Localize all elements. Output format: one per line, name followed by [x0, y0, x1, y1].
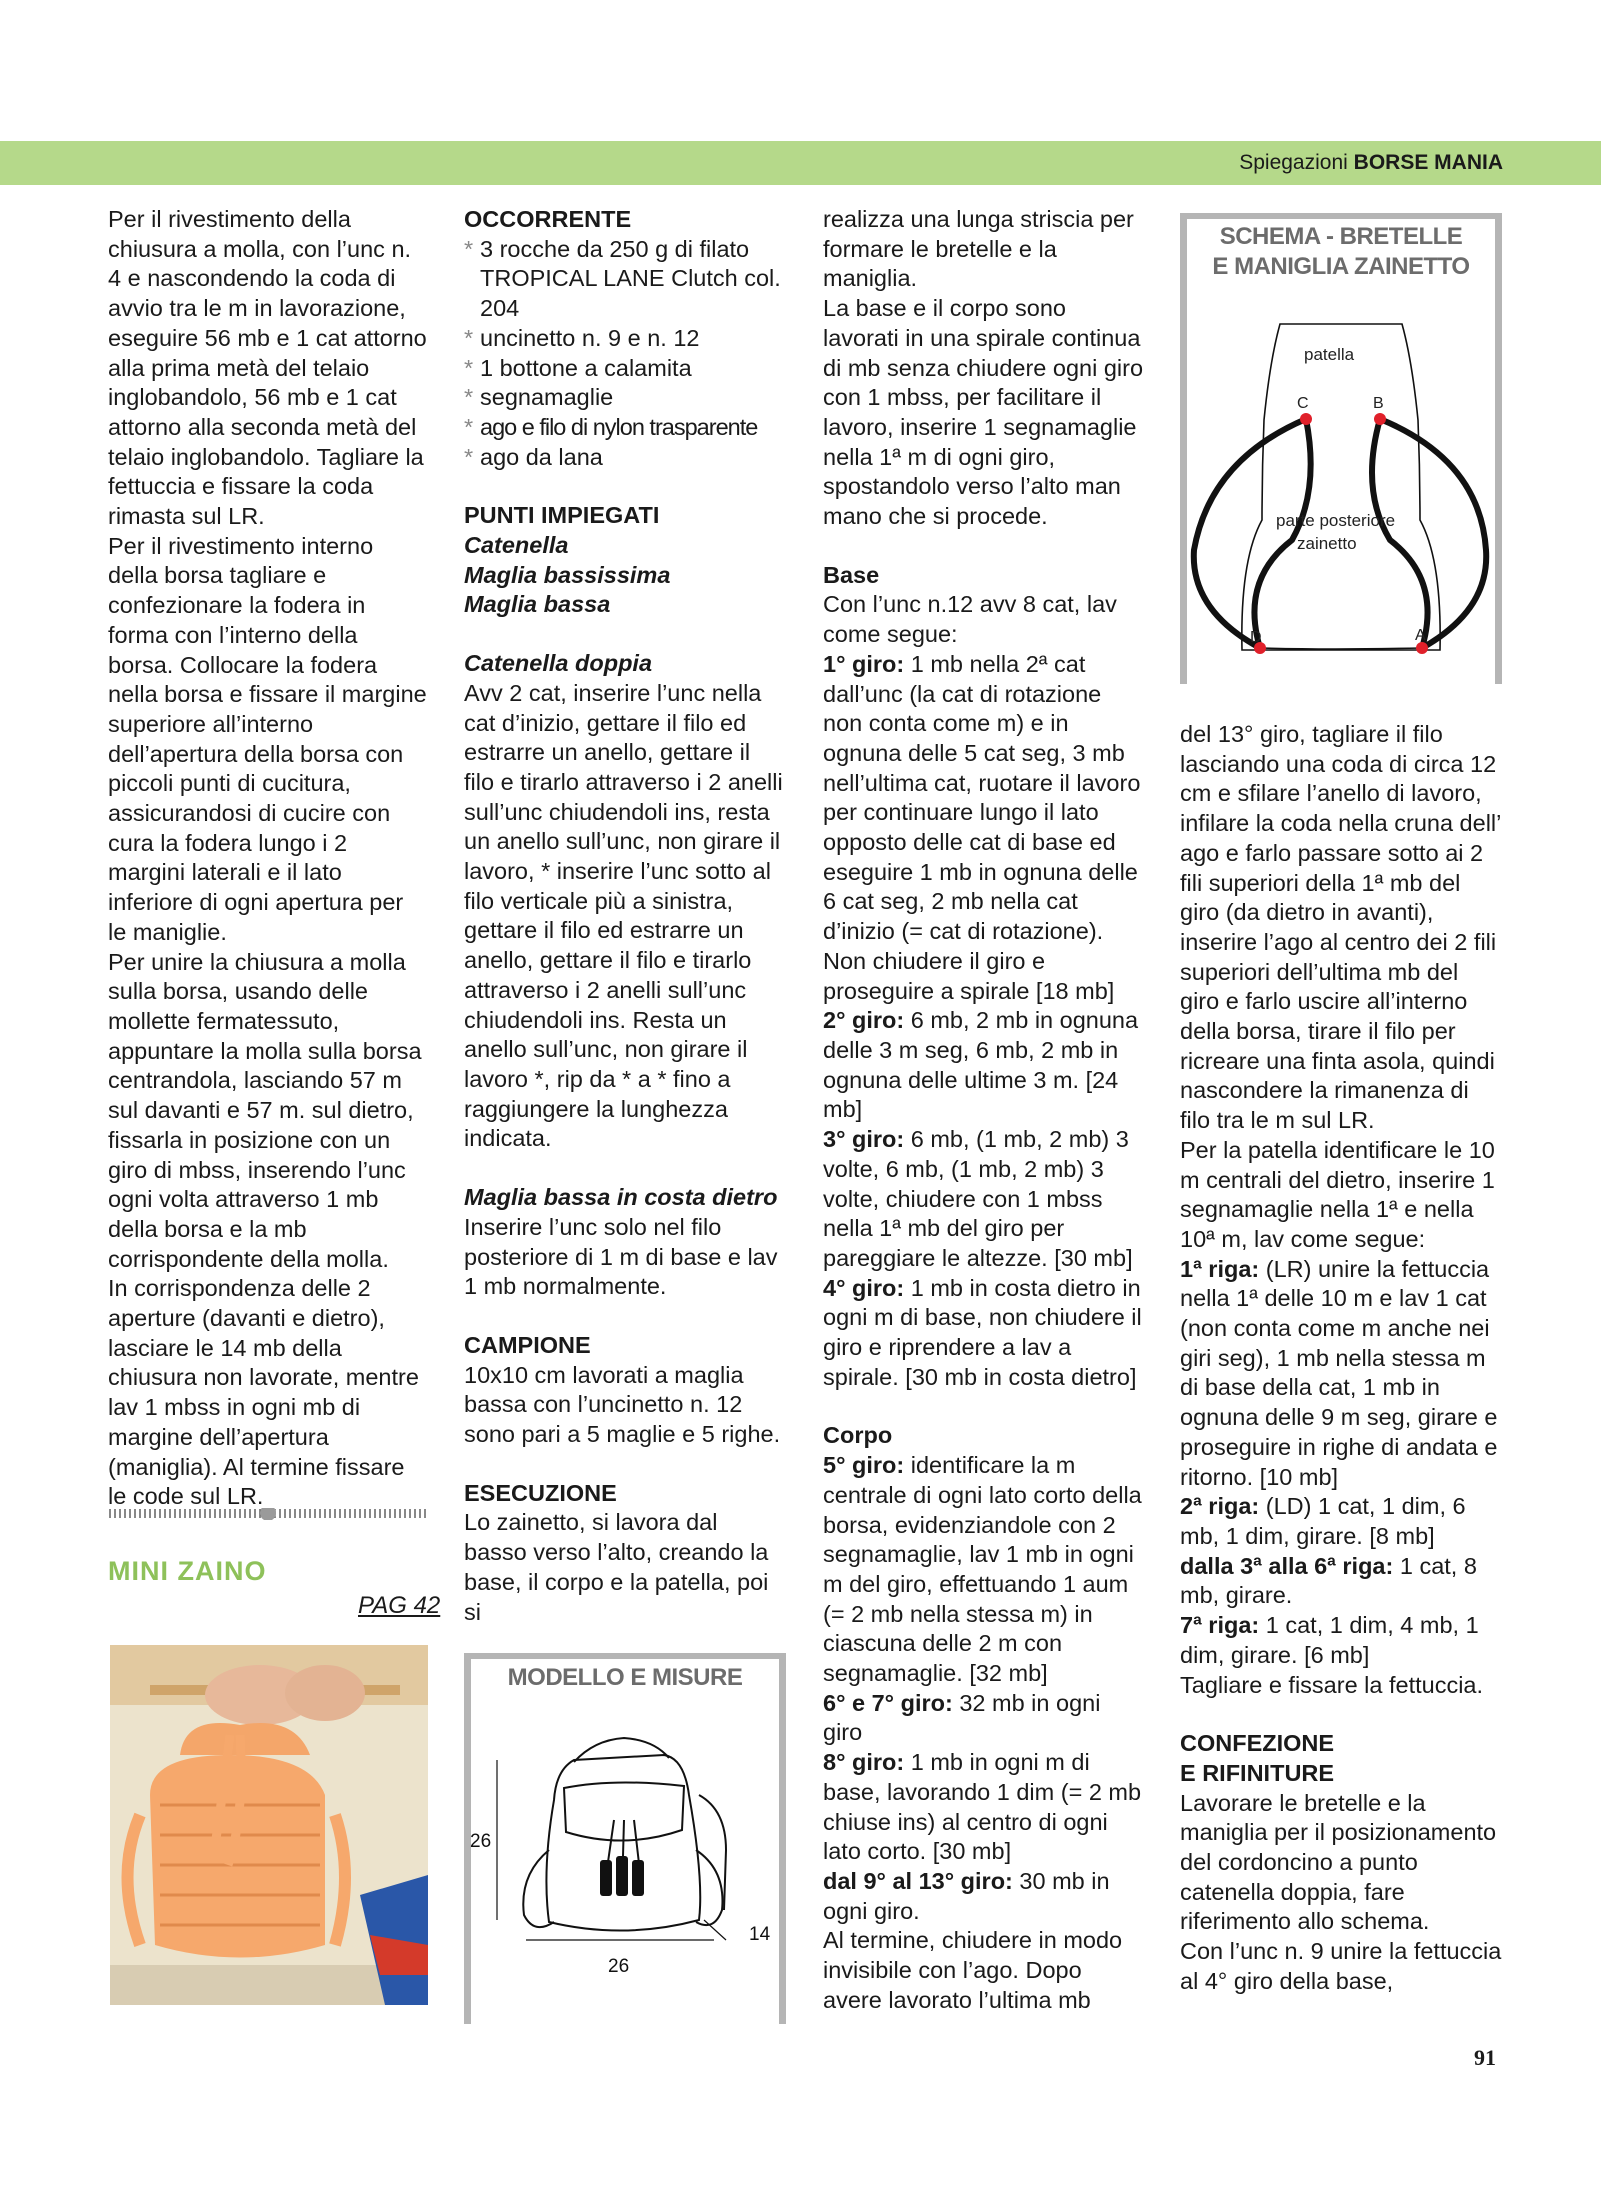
paragraph: del 13° giro, tagliare il filo lasciando una coda di circa 12 cm e sfilare l’anello di lavoro, infilare la coda nella cruna dell’ ago e farlo passare sotto ai 2 fili superiori della 1ª mb del giro (da dietro in avanti), inserire l’ago al centro dei 2 fili superiori dell’ultima mb del giro e farlo uscire all’interno della borsa, tirare il filo per ricreare una finta asola, quindi nascondere la rimanenza di filo tra le m sul LR.	[1180, 721, 1501, 1134]
round-5: 5° giro: identificare la m centrale di ogni lato corto della borsa, evidenziandole con 2 segnamaglie, lav 1 mb in ogni m del giro, effettuando 1 aum (= 2 mb nella stessa m) in ciascuna delle 2 m con segnamaglie. [32 mb]	[823, 1452, 1142, 1687]
header-band	[0, 141, 1601, 185]
label-b: B	[1373, 395, 1384, 412]
paragraph: Per il rivestimento interno della borsa tagliare e confezionare la fodera in forma con l’interno della borsa. Collocare la fodera nella borsa e fissare il margine superiore all’interno dell’apertura della borsa con piccoli punti di cucitura, assicurandosi di cucire con cura la fodera lungo i 2 margini laterali e il lato inferiore di ogni apertura per le maniglie.	[108, 532, 427, 945]
label-c: C	[1297, 395, 1309, 412]
round-1: 1° giro: 1 mb nella 2ª cat dall’unc (la cat di rotazione non conta come m) e in ognuna delle 5 cat seg, 3 mb nell’ultima cat, ruotare il lavoro per continuare lungo il lato opposto delle cat di base ed eseguire 1 mb in ognuna delle 6 cat seg, 2 mb nella cat d’inizio (= cat di rotazione).	[823, 650, 1141, 945]
paragraph: In corrispondenza delle 2 aperture (davanti e dietro), lasciare le 14 mb della chiusura non lavorate, mentre lav 1 mbss in ogni mb di margine dell’apertura (maniglia). Al termine fissare le code sul LR.	[108, 1275, 419, 1510]
paragraph: La base e il corpo sono lavorati in una spirale continua di mb senza chiudere ogni giro con 1 mbss, per facilitare il lavoro, inserire 1 segnamaglie nella 1ª m di ogni giro, spostandolo verso l’alto man mano che si procede.	[823, 295, 1144, 530]
corpo-heading: Corpo	[823, 1422, 893, 1449]
backpack-diagram	[464, 1700, 786, 2000]
paragraph: Per unire la chiusura a molla sulla borsa, usando delle mollette fermatessuto, appuntare la molla sulla borsa centrandola, lasciando 57 m sul davanti e 57 m. sul dietro, fissarla in posizione con un giro di mbss, inserendo l’unc ogni volta attraverso 1 mb della borsa e la mb corrispondente della molla.	[108, 948, 422, 1272]
running-header	[1239, 151, 1503, 175]
modello-title: MODELLO E MISURE	[507, 1664, 743, 1691]
column-4	[1180, 720, 1502, 1997]
paragraph: Avv 2 cat, inserire l’unc nella cat d’inizio, gettare il filo ed estrarre un anello, gettare il filo e tirarlo attraverso i 2 anelli sull’unc chiudendoli ins, resta un anello sull’unc, non girare il lavoro, * inserire l’unc sotto al filo verticale più a sinistra, gettare il filo ed estrarre un anello, gettare il filo e tirarlo attraverso i 2 anelli sull’unc chiudendoli ins. Resta un anello sull’unc, non girare il lavoro *, rip da * a * fino a raggiungere la lunghezza indicata.	[464, 679, 783, 1152]
stitch-name: Maglia bassa	[464, 591, 611, 618]
paragraph: Lavorare le bretelle e la maniglia per il posizionamento del cordoncino a punto catenella doppia, fare riferimento allo schema.	[1180, 1789, 1497, 1935]
label-patella: patella	[1304, 345, 1355, 364]
stitch-name: Catenella	[464, 532, 569, 559]
paragraph: Non chiudere il giro e proseguire a spirale [18 mb]	[823, 947, 1115, 1004]
list-item: * uncinetto n. 9 e n. 12	[464, 324, 786, 354]
paragraph: Per la patella identificare le 10 m centrali del dietro, inserire 1 segnamaglie nella 1ª e nella 10ª m, lav come segue:	[1180, 1136, 1495, 1252]
column-1	[108, 205, 428, 1512]
list-item: * segnamaglie	[464, 383, 786, 413]
costa-dietro-heading: Maglia bassa in costa dietro	[464, 1184, 778, 1211]
esecuzione-heading: ESECUZIONE	[464, 1479, 617, 1506]
round-8: 8° giro: 1 mb in ogni m di base, lavorando 1 dim (= 2 mb chiuse ins) al centro di ogni lato corto. [30 mb]	[823, 1749, 1142, 1865]
paragraph: Al termine, chiudere in modo invisibile con l’ago. Dopo avere lavorato l’ultima mb	[823, 1927, 1123, 2013]
header-magazine: BORSE MANIA	[1353, 151, 1503, 174]
round-6-7: 6° e 7° giro: 32 mb in ogni giro	[823, 1689, 1101, 1746]
point-b	[1374, 413, 1386, 425]
list-item: * 1 bottone a calamita	[464, 354, 786, 384]
point-c	[1300, 413, 1312, 425]
header-section: Spiegazioni	[1239, 151, 1348, 174]
column-3	[823, 205, 1145, 2015]
section-divider	[108, 1508, 428, 1520]
campione-heading: CAMPIONE	[464, 1331, 591, 1358]
punti-heading: PUNTI IMPIEGATI	[464, 502, 660, 529]
round-2: 2° giro: 6 mb, 2 mb in ognuna delle 3 m seg, 6 mb, 2 mb in ognuna delle ultime 3 m. [24 mb]	[823, 1007, 1139, 1123]
paragraph: Inserire l’unc solo nel filo posteriore di 1 m di base e lav 1 mb normalmente.	[464, 1213, 778, 1300]
dim-height: 26	[470, 1831, 492, 1852]
stitch-name: Maglia bassissima	[464, 561, 671, 588]
mini-zaino-title: MINI ZAINO	[108, 1556, 267, 1586]
paragraph: Tagliare e fissare la fettuccia.	[1180, 1671, 1484, 1698]
dim-width: 26	[608, 1956, 630, 1977]
page-reference: PAG 42	[358, 1592, 441, 1619]
materials-list	[464, 235, 786, 473]
list-item: * ago da lana	[464, 443, 786, 473]
backpack-photo	[110, 1645, 428, 2005]
row-7: 7ª riga: 1 cat, 1 dim, 4 mb, 1 dim, girare. [6 mb]	[1180, 1612, 1479, 1668]
label-parte-1: parte posteriore	[1276, 511, 1396, 530]
dim-depth: 14	[749, 1924, 771, 1945]
occorrente-heading: OCCORRENTE	[464, 206, 632, 232]
page-number: 91	[1474, 2045, 1496, 2070]
row-1: 1ª riga: (LR) unire la fettuccia nella 1ª delle 10 m e lav 1 cat (non conta come m anche nei giri seg), 1 mb nella stessa m di base della cat, 1 mb in ognuna delle 9 m seg, girare e proseguire in righe di andata e ritorno. [10 mb]	[1180, 1255, 1498, 1490]
paragraph: realizza una lunga striscia per formare le bretelle e la maniglia.	[823, 206, 1134, 292]
row-2: 2ª riga: (LD) 1 cat, 1 dim, 6 mb, 1 dim, girare. [8 mb]	[1180, 1493, 1466, 1549]
round-4: 4° giro: 1 mb in costa dietro in ogni m di base, non chiudere il giro e riprendere a lav a spirale. [30 mb in costa dietro]	[823, 1274, 1142, 1390]
list-item: * 3 rocche da 250 g di filato TROPICAL LANE Clutch col. 204	[464, 235, 786, 324]
round-3: 3° giro: 6 mb, (1 mb, 2 mb) 3 volte, 6 mb, (1 mb, 2 mb) 3 volte, chiudere con 1 mbss nella 1ª mb del giro per pareggiare le altezze. [30 mb]	[823, 1126, 1133, 1271]
paragraph: 10x10 cm lavorati a maglia bassa con l’uncinetto n. 12 sono pari a 5 maglie e 5 righe.	[464, 1361, 781, 1448]
paragraph: Per il rivestimento della chiusura a molla, con l’unc n. 4 e nascondendo la coda di avvio tra le m in lavorazione, eseguire 56 mb e 1 cat attorno alla prima metà del telaio inglobandolo, 56 mb e 1 cat attorno alla seconda metà del telaio inglobandolo. Tagliare la fettuccia e fissare la coda rimasta sul LR.	[108, 206, 427, 530]
column-2	[464, 205, 786, 1627]
round-9-13: dal 9° al 13° giro: 30 mb in ogni giro.	[823, 1867, 1110, 1924]
paragraph: Con l’unc n.12 avv 8 cat, lav come segue:	[823, 591, 1117, 648]
schema-title: SCHEMA - BRETELLE E MANIGLIA ZAINETTO	[1212, 223, 1470, 280]
base-heading: Base	[823, 561, 880, 588]
list-item: * ago e filo di nylon trasparente	[464, 413, 786, 443]
straps-diagram	[1180, 320, 1502, 660]
label-parte-2: zainetto	[1297, 534, 1357, 553]
paragraph: Con l’unc n. 9 unire la fettuccia al 4° giro della base,	[1180, 1938, 1502, 1994]
row-3-6: dalla 3ª alla 6ª riga: 1 cat, 8 mb, girare.	[1180, 1552, 1477, 1609]
paragraph: Lo zainetto, si lavora dal basso verso l’alto, creando la base, il corpo e la patella, poi si	[464, 1509, 769, 1625]
label-d: D	[1250, 629, 1262, 646]
label-a: A	[1415, 627, 1426, 644]
confezione-heading: CONFEZIONE E RIFINITURE	[1180, 1730, 1335, 1786]
catenella-doppia-heading: Catenella doppia	[464, 650, 653, 677]
